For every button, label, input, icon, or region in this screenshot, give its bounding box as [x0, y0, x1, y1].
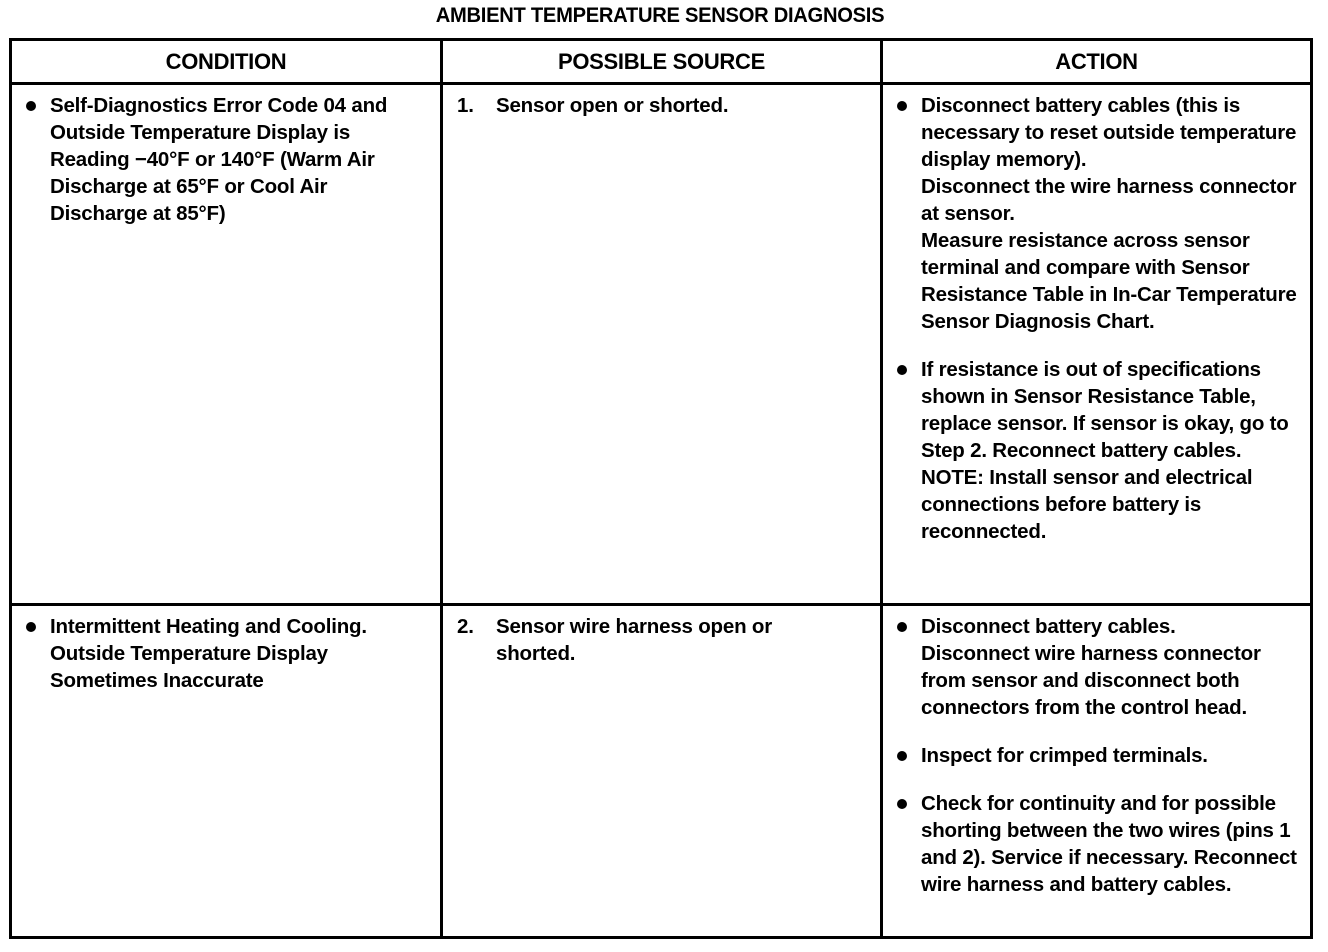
action-item — [883, 613, 1310, 721]
action-item — [883, 356, 1310, 545]
diagnosis-table — [9, 38, 1313, 939]
bullet-icon — [897, 365, 907, 375]
condition-cell — [11, 605, 442, 938]
action-item — [883, 92, 1310, 335]
bullet-icon — [897, 101, 907, 111]
possible-source-header: POSSIBLE SOURCE — [442, 40, 882, 84]
note-paragraph: NOTE: Install sensor and electrical connections before battery is reconnected. — [921, 466, 1253, 543]
action-header: ACTION — [882, 40, 1312, 84]
source-cell — [442, 605, 882, 938]
action-paragraph: Disconnect battery cables. — [921, 615, 1176, 638]
condition-item — [12, 92, 426, 227]
action-cell — [882, 605, 1312, 938]
action-paragraph: Check for continuity and for possible shorting between the two wires (pins 1 and 2). Service if necessary. Reconnect wire harness and battery cables. — [921, 792, 1297, 896]
document-title: AMBIENT TEMPERATURE SENSOR DIAGNOSIS — [435, 4, 885, 27]
source-cell — [442, 84, 882, 605]
action-paragraph: Disconnect battery cables (this is necessary to reset outside temperature display memory). — [921, 94, 1297, 171]
table-row — [11, 605, 1312, 938]
action-paragraph: Disconnect wire harness connector from sensor and disconnect both connectors from the control head. — [921, 642, 1261, 719]
table-row — [11, 84, 1312, 605]
source-item — [443, 613, 820, 667]
condition-header: CONDITION — [11, 40, 442, 84]
source-number: 2. — [457, 615, 474, 638]
condition-cell — [11, 84, 442, 605]
action-paragraph: Disconnect the wire harness connector at sensor. — [921, 175, 1297, 225]
condition-text: Intermittent Heating and Cooling. Outside Temperature Display Sometimes Inaccurate — [50, 615, 367, 692]
bullet-icon — [897, 622, 907, 632]
header-row — [11, 40, 1312, 84]
source-text: Sensor open or shorted. — [496, 94, 729, 117]
source-text: Sensor wire harness open or shorted. — [496, 615, 772, 665]
bullet-icon — [897, 799, 907, 809]
condition-text: Self-Diagnostics Error Code 04 and Outside Temperature Display is Reading −40°F or 140°F (Warm Air Discharge at 65°F or Cool Air Discharge at 85°F) — [50, 94, 388, 225]
source-number: 1. — [457, 94, 474, 117]
action-item — [883, 742, 1310, 769]
source-item — [443, 92, 880, 119]
condition-item — [12, 613, 400, 694]
action-paragraph: If resistance is out of specifications shown in Sensor Resistance Table, replace sensor. If sensor is okay, go to Step 2. Reconnect battery cables. — [921, 358, 1289, 462]
action-paragraph: Inspect for crimped terminals. — [921, 744, 1208, 767]
action-paragraph: Measure resistance across sensor terminal and compare with Sensor Resistance Table in In-Car Temperature Sensor Diagnosis Chart. — [921, 229, 1297, 333]
action-item — [883, 790, 1310, 898]
bullet-icon — [897, 751, 907, 761]
action-cell — [882, 84, 1312, 605]
bullet-icon — [26, 622, 36, 632]
bullet-icon — [26, 101, 36, 111]
